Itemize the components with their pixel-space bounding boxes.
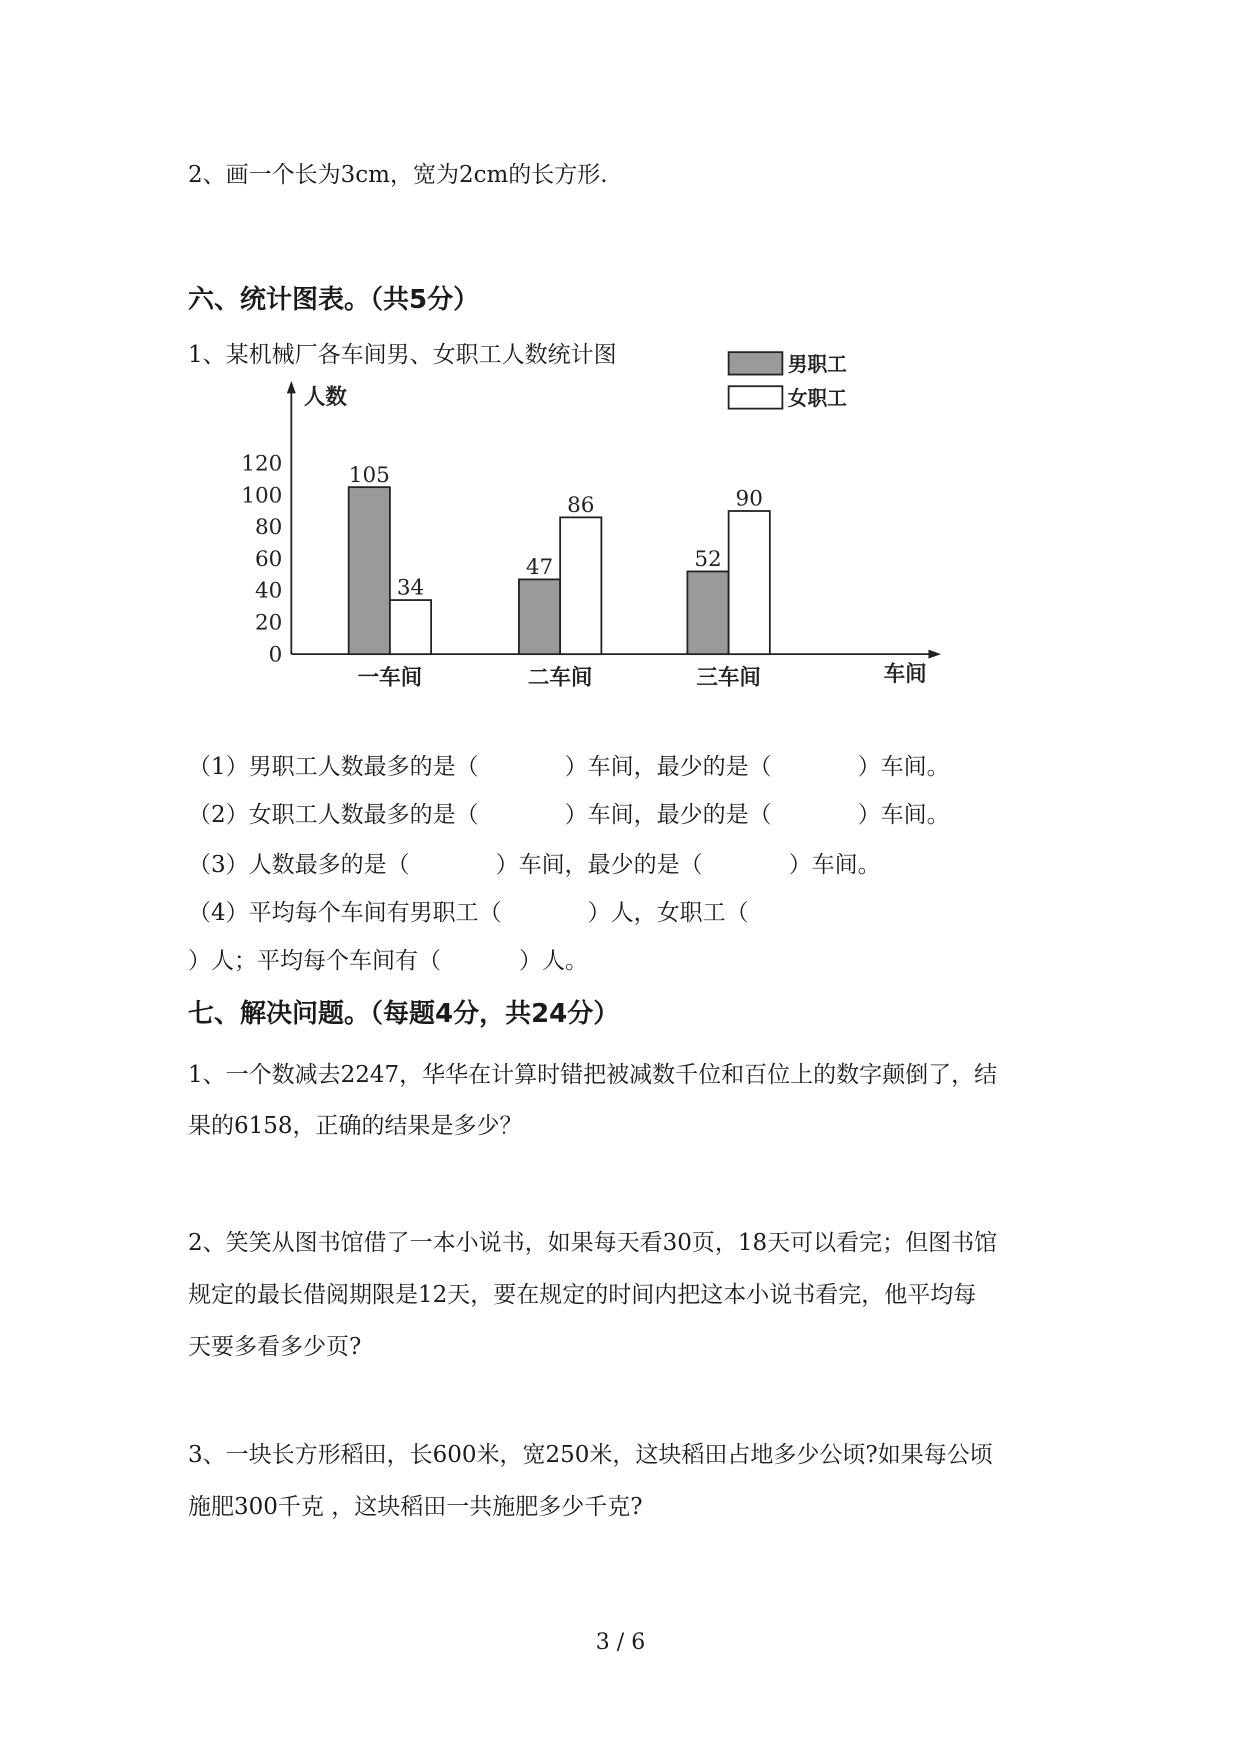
bar-value-label: 34 <box>396 575 425 601</box>
y-axis-label: 人数 <box>303 385 347 411</box>
question-3 <box>188 850 881 880</box>
problem-2-line-2: 规定的最长借阅期限是12天，要在规定的时间内把这本小说书看完，他平均每 <box>188 1282 977 1308</box>
y-tick-label: 20 <box>255 610 283 636</box>
legend-swatch <box>729 352 783 374</box>
question-1 <box>188 752 950 782</box>
category-label: 一车间 <box>357 665 423 690</box>
y-tick-label: 60 <box>255 546 283 572</box>
x-axis-label: 车间 <box>883 662 927 688</box>
question-4-part-c: ）人；平均每个车间有（ <box>188 948 441 974</box>
y-tick-label: 120 <box>241 451 283 477</box>
question-2 <box>188 800 950 830</box>
question-2-part-a: （2）女职工人数最多的是（ <box>188 802 479 828</box>
bar-value-label: 105 <box>348 462 390 488</box>
problem-3-line-1: 3、一块长方形稻田，长600米，宽250米，这块稻田占地多少公顷?如果每公顷 <box>188 1442 993 1468</box>
question-1-part-c: ）车间。 <box>857 754 950 780</box>
question-2-part-c: ）车间。 <box>857 802 950 828</box>
category-label: 二车间 <box>527 665 593 690</box>
bar-value-label: 86 <box>567 492 595 518</box>
bar <box>519 579 560 654</box>
problem-1-line-1: 1、一个数减去2247，华华在计算时错把被减数千位和百位上的数字颠倒了，结 <box>188 1062 998 1088</box>
page-number: 3 / 6 <box>595 1630 646 1655</box>
prev-question: 2、画一个长为3cm，宽为2cm的长方形. <box>188 162 608 188</box>
question-4-line-1 <box>188 898 749 928</box>
question-3-part-c: ）车间。 <box>788 852 881 878</box>
x-axis-arrow <box>928 650 941 659</box>
y-tick-label: 100 <box>241 483 283 509</box>
bar-chart <box>196 345 996 690</box>
bar <box>390 600 431 654</box>
legend-label: 男职工 <box>787 352 847 376</box>
legend-swatch <box>729 386 783 408</box>
problem-2-line-1: 2、笑笑从图书馆借了一本小说书，如果每天看30页，18天可以看完；但图书馆 <box>188 1230 998 1256</box>
bar-value-label: 47 <box>525 555 554 581</box>
y-axis-arrow <box>287 381 296 394</box>
category-label: 三车间 <box>696 665 761 690</box>
legend-label: 女职工 <box>787 387 847 411</box>
section6-heading: 六、统计图表。（共5分） <box>188 285 480 315</box>
question-4-part-d: ）人。 <box>519 948 588 974</box>
bar-value-label: 52 <box>694 547 722 573</box>
question-3-part-b: ）车间，最少的是（ <box>495 852 703 878</box>
question-2-part-b: ）车间，最少的是（ <box>564 802 772 828</box>
question-4-part-b: ）人，女职工（ <box>587 900 749 926</box>
question-4-line-2 <box>188 946 588 976</box>
section7-heading: 七、解决问题。（每题4分，共24分） <box>188 999 620 1029</box>
y-tick-label: 0 <box>268 642 283 668</box>
chart-question-title: 1、某机械厂各车间男、女职工人数统计图 <box>188 342 617 368</box>
problem-2-line-3: 天要多看多少页? <box>188 1334 362 1360</box>
question-4-part-a: （4）平均每个车间有男职工（ <box>188 900 502 926</box>
bar <box>687 571 728 654</box>
problem-1-line-2: 果的6158，正确的结果是多少？ <box>188 1113 523 1139</box>
question-1-part-a: （1）男职工人数最多的是（ <box>188 754 479 780</box>
y-tick-label: 80 <box>255 515 283 541</box>
problem-3-line-2: 施肥300千克 ，这块稻田一共施肥多少千克? <box>188 1494 643 1520</box>
bar-value-label: 90 <box>735 486 763 512</box>
question-3-part-a: （3）人数最多的是（ <box>188 852 410 878</box>
bar <box>349 487 390 654</box>
y-tick-label: 40 <box>255 578 283 604</box>
question-1-part-b: ）车间，最少的是（ <box>564 754 772 780</box>
bar <box>729 511 770 654</box>
bar <box>560 517 601 654</box>
